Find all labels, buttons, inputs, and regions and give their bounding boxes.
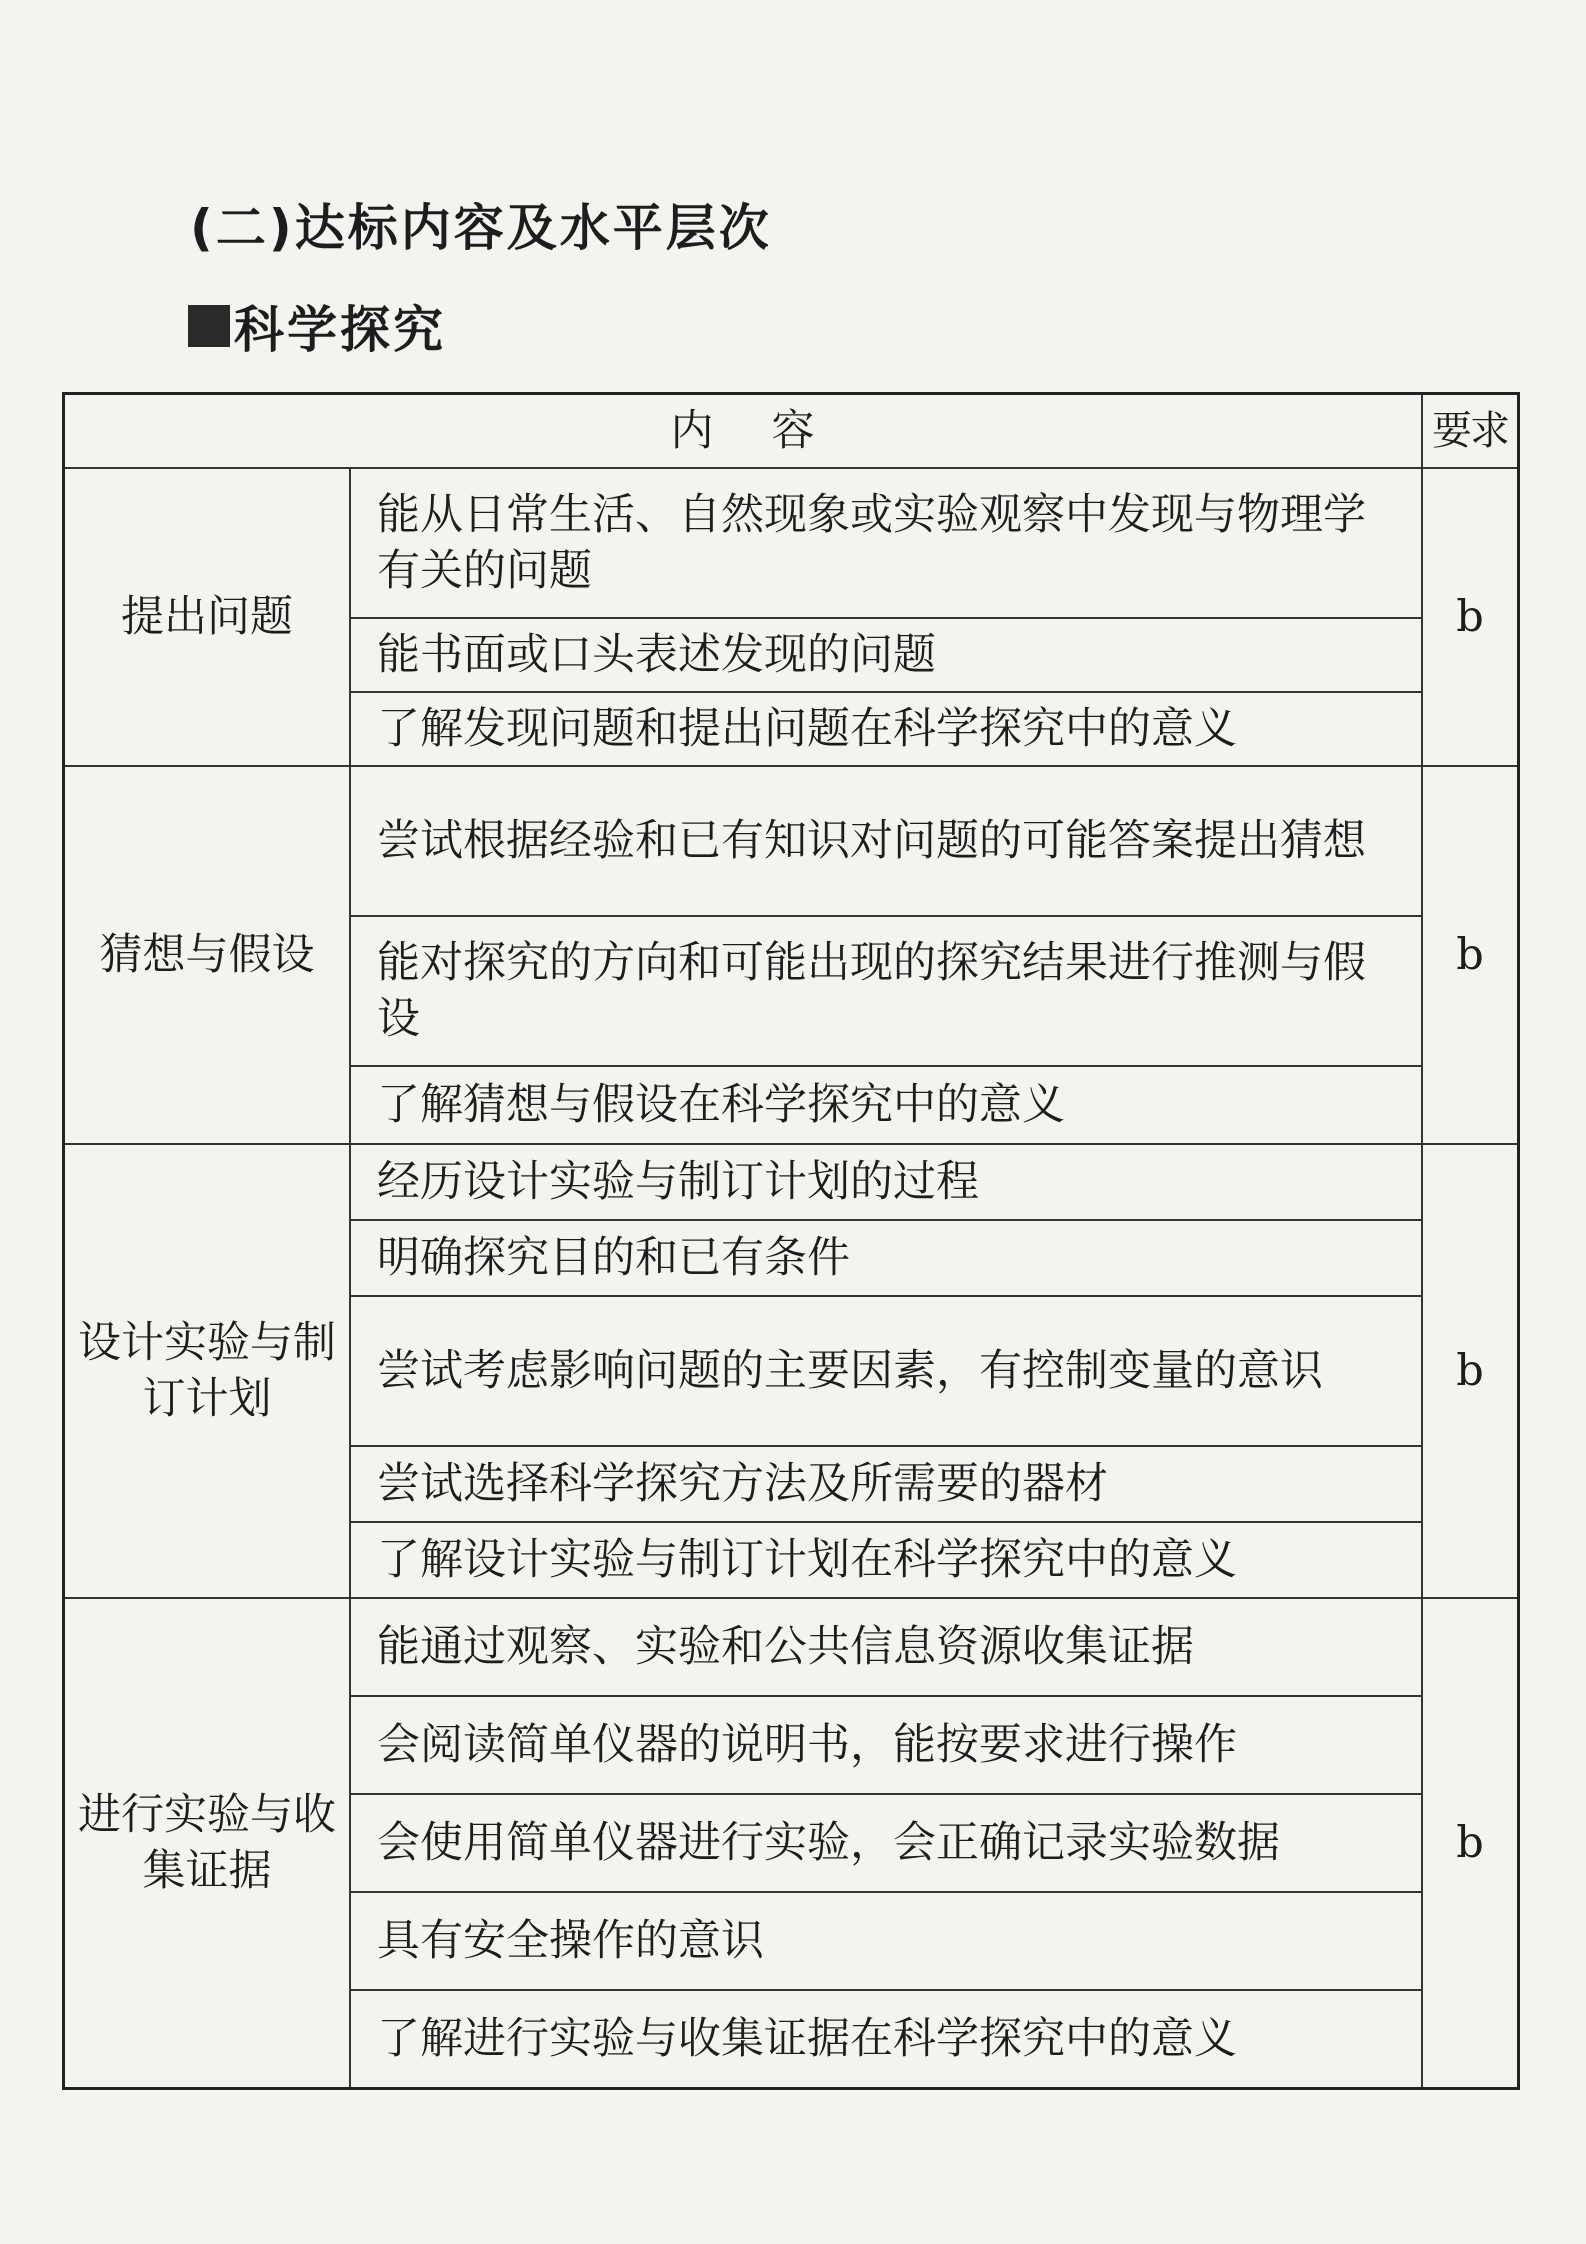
- item-cell: 尝试考虑影响问题的主要因素，有控制变量的意识: [350, 1296, 1422, 1446]
- square-bullet-icon: [188, 305, 230, 347]
- category-cell: 设计实验与制订计划: [64, 1144, 351, 1598]
- requirement-cell: b: [1422, 1598, 1519, 2088]
- requirement-cell: b: [1422, 468, 1519, 766]
- category-cell: 进行实验与收集证据: [64, 1598, 351, 2088]
- subsection-title: 科学探究: [234, 301, 446, 359]
- table-body: [64, 468, 1519, 2088]
- item-cell: 会使用简单仪器进行实验，会正确记录实验数据: [350, 1794, 1422, 1892]
- item-cell: 能通过观察、实验和公共信息资源收集证据: [350, 1598, 1422, 1696]
- item-cell: 会阅读简单仪器的说明书，能按要求进行操作: [350, 1696, 1422, 1794]
- header-content: 内容: [64, 394, 1423, 469]
- item-cell: 能书面或口头表述发现的问题: [350, 618, 1422, 692]
- requirement-cell: b: [1422, 1144, 1519, 1598]
- item-cell: 了解发现问题和提出问题在科学探究中的意义: [350, 692, 1422, 766]
- item-cell: 了解进行实验与收集证据在科学探究中的意义: [350, 1990, 1422, 2088]
- table-row: [64, 1144, 1519, 1220]
- item-cell: 明确探究目的和已有条件: [350, 1220, 1422, 1296]
- table-row: [64, 1598, 1519, 1696]
- section-title: (二)达标内容及水平层次: [190, 199, 772, 257]
- category-cell: 猜想与假设: [64, 766, 351, 1144]
- item-cell: 经历设计实验与制订计划的过程: [350, 1144, 1422, 1220]
- category-cell: 提出问题: [64, 468, 351, 766]
- subsection-heading: [188, 290, 446, 362]
- standards-table: [62, 392, 1520, 2090]
- table-header-row: [64, 394, 1519, 469]
- table-row: [64, 468, 1519, 618]
- item-cell: 能对探究的方向和可能出现的探究结果进行推测与假设: [350, 916, 1422, 1066]
- item-cell: 了解猜想与假设在科学探究中的意义: [350, 1066, 1422, 1144]
- item-cell: 了解设计实验与制订计划在科学探究中的意义: [350, 1522, 1422, 1598]
- item-cell: 能从日常生活、自然现象或实验观察中发现与物理学有关的问题: [350, 468, 1422, 618]
- table-row: [64, 766, 1519, 916]
- header-requirement: 要求: [1422, 394, 1519, 469]
- item-cell: 具有安全操作的意识: [350, 1892, 1422, 1990]
- item-cell: 尝试根据经验和已有知识对问题的可能答案提出猜想: [350, 766, 1422, 916]
- requirement-cell: b: [1422, 766, 1519, 1144]
- item-cell: 尝试选择科学探究方法及所需要的器材: [350, 1446, 1422, 1522]
